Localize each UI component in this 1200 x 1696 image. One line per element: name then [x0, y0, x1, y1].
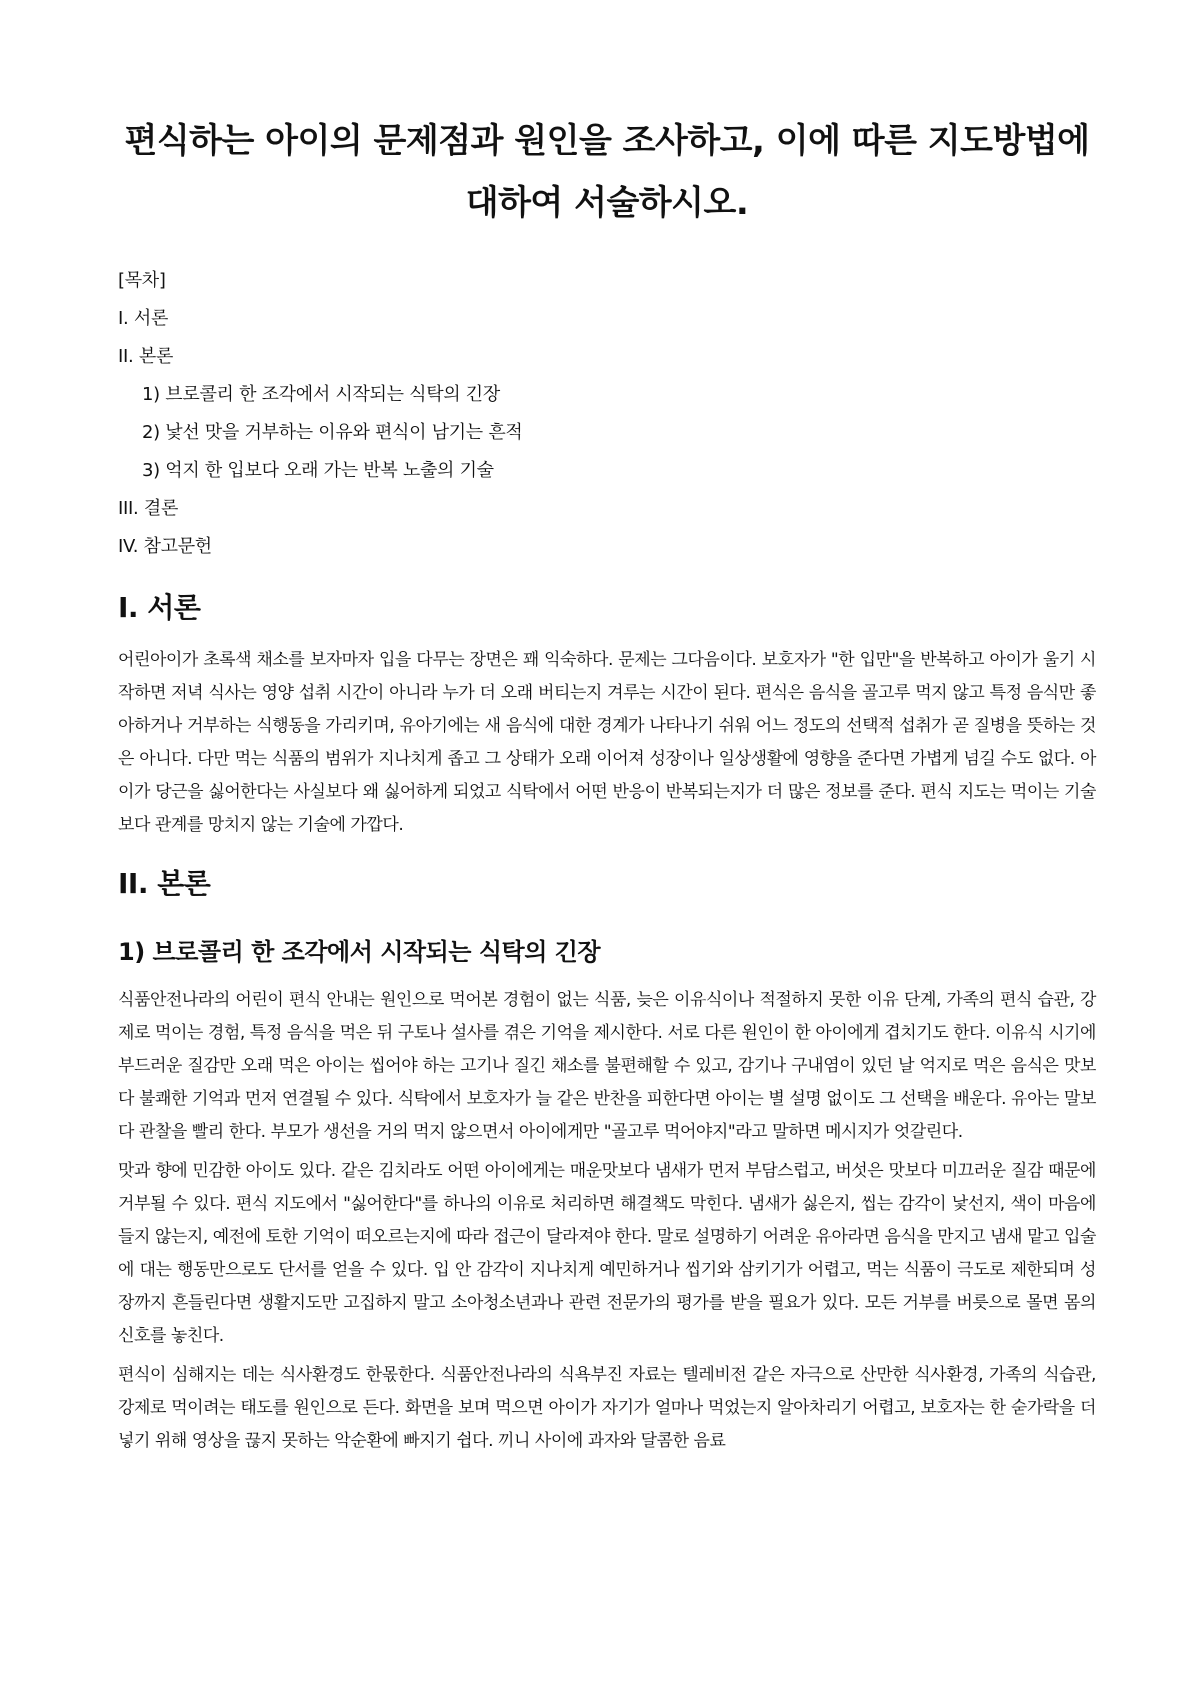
toc-heading: [목차] [118, 270, 166, 291]
section-1-paragraph-3: 편식이 심해지는 데는 식사환경도 한몫한다. 식품안전나라의 식욕부진 자료는 텔레비전 같은 자극으로 산만한 식사환경, 가족의 식습관, 강제로 먹이려는 태도를 원인으로 든다. 화면을 보며 먹으면 아이가 자기가 얼마나 먹었는지 알아차리기 어렵고, 보호자는 한 숟가락을 더 넣기 위해 영상을 끊지 못하는 악순환에 빠지기 쉽다. 끼니 사이에 과자와 달콤한 음료 [118, 1365, 1096, 1451]
toc-item-body-2: 2) 낯선 맛을 거부하는 이유와 편식이 남기는 흔적 [142, 422, 523, 443]
section-1-paragraph-2: 맛과 향에 민감한 아이도 있다. 같은 김치라도 어떤 아이에게는 매운맛보다 냄새가 먼저 부담스럽고, 버섯은 맛보다 미끄러운 질감 때문에 거부될 수 있다. 편식 지도에서 "싫어한다"를 하나의 이유로 처리하면 해결책도 막힌다. 냄새가 싫은지, 씹는 감각이 낯선지, 색이 마음에 들지 않는지, 예전에 토한 기억이 떠오르는지에 따라 접근이 달라져야 한다. 말로 설명하기 어려운 유아라면 음식을 만지고 냄새 맡고 입술에 대는 행동만으로도 단서를 얻을 수 있다. 입 안 감각이 지나치게 예민하거나 씹기와 삼키기가 어렵고, 먹는 식품이 극도로 제한되며 성장까지 흔들린다면 생활지도만 고집하지 말고 소아청소년과나 관련 전문가의 평가를 받을 필요가 있다. 모든 거부를 버릇으로 몰면 몸의 신호를 놓친다. [118, 1161, 1096, 1346]
toc-item-body: II. 본론 [118, 346, 174, 367]
table-of-contents [118, 262, 1096, 566]
toc-item-conclusion: III. 결론 [118, 498, 179, 519]
toc-item-body-3: 3) 억지 한 입보다 오래 가는 반복 노출의 기술 [142, 460, 494, 481]
intro-heading: I. 서론 [118, 591, 201, 624]
body-heading: II. 본론 [118, 867, 211, 900]
toc-item-references: IV. 참고문헌 [118, 536, 212, 557]
intro-paragraph: 어린아이가 초록색 채소를 보자마자 입을 다무는 장면은 꽤 익숙하다. 문제는 그다음이다. 보호자가 "한 입만"을 반복하고 아이가 울기 시작하면 저녁 식사는 영양 섭취 시간이 아니라 누가 더 오래 버티는지 겨루는 시간이 된다. 편식은 음식을 골고루 먹지 않고 특정 음식만 좋아하거나 거부하는 식행동을 가리키며, 유아기에는 새 음식에 대한 경계가 나타나기 쉬워 어느 정도의 선택적 섭취가 곧 질병을 뜻하는 것은 아니다. 다만 먹는 식품의 범위가 지나치게 좁고 그 상태가 오래 이어져 성장이나 일상생활에 영향을 준다면 가볍게 넘길 수도 없다. 아이가 당근을 싫어한다는 사실보다 왜 싫어하게 되었고 식탁에서 어떤 반응이 반복되는지가 더 많은 정보를 준다. 편식 지도는 먹이는 기술보다 관계를 망치지 않는 기술에 가깝다. [118, 650, 1096, 835]
section-1-heading: 1) 브로콜리 한 조각에서 시작되는 식탁의 긴장 [118, 938, 601, 966]
document-title: 편식하는 아이의 문제점과 원인을 조사하고, 이에 따른 지도방법에 대하여 서술하시오. [124, 121, 1090, 223]
section-1-paragraph-1: 식품안전나라의 어린이 편식 안내는 원인으로 먹어본 경험이 없는 식품, 늦은 이유식이나 적절하지 못한 이유 단계, 가족의 편식 습관, 강제로 먹이는 경험, 특정 음식을 먹은 뒤 구토나 설사를 겪은 기억을 제시한다. 서로 다른 원인이 한 아이에게 겹치기도 한다. 이유식 시기에 부드러운 질감만 오래 먹은 아이는 씹어야 하는 고기나 질긴 채소를 불편해할 수 있고, 감기나 구내염이 있던 날 억지로 먹은 음식은 맛보다 불쾌한 기억과 먼저 연결될 수 있다. 식탁에서 보호자가 늘 같은 반찬을 피한다면 아이는 별 설명 없이도 그 선택을 배운다. 유아는 말보다 관찰을 빨리 한다. 부모가 생선을 거의 먹지 않으면서 아이에게만 "골고루 먹어야지"라고 말하면 메시지가 엇갈린다. [118, 990, 1096, 1142]
toc-item-intro: I. 서론 [118, 308, 169, 329]
toc-item-body-1: 1) 브로콜리 한 조각에서 시작되는 식탁의 긴장 [142, 384, 500, 405]
